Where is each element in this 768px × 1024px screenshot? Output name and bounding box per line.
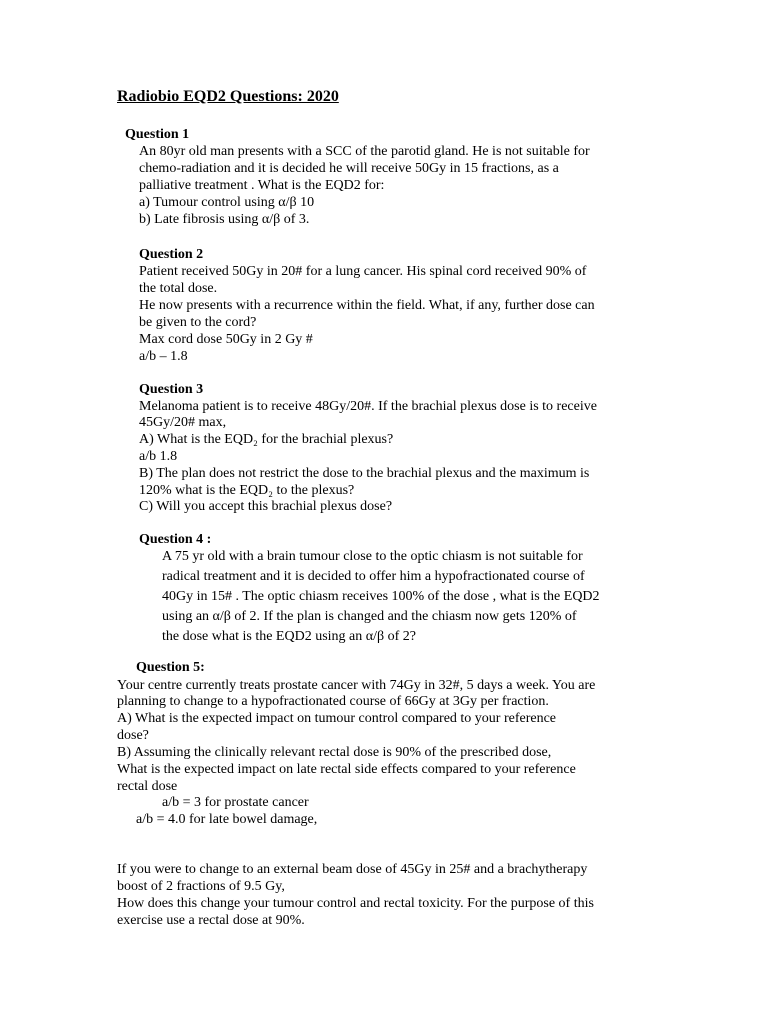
question-1-line: a) Tumour control using α/β 10	[139, 195, 315, 210]
question-4-line: radical treatment and it is decided to offer him a hypofractionated course of	[162, 569, 585, 584]
question-5-line: rectal dose	[117, 779, 178, 794]
question-3-line: A) What is the EQD₂ for the brachial plexus?	[139, 432, 394, 447]
question-3-line: B) The plan does not restrict the dose to the brachial plexus and the maximum is	[139, 466, 590, 481]
question-4-line: the dose what is the EQD2 using an α/β of 2?	[162, 629, 416, 644]
question-3-line: C) Will you accept this brachial plexus dose?	[139, 499, 393, 514]
question-3-line: 120% what is the EQD₂ to the plexus?	[139, 483, 355, 498]
question-4-line: using an α/β of 2. If the plan is changed and the chiasm now gets 120% of	[162, 609, 577, 624]
question-4-line: 40Gy in 15# . The optic chiasm receives 100% of the dose , what is the EQD2	[162, 589, 600, 604]
question-5-line: B) Assuming the clinically relevant rectal dose is 90% of the prescribed dose,	[117, 745, 552, 760]
question-5-line: a/b = 3 for prostate cancer	[162, 795, 309, 810]
question-5-extra-line: exercise use a rectal dose at 90%.	[117, 913, 305, 928]
question-2-line: He now presents with a recurrence within the field. What, if any, further dose can	[139, 298, 595, 313]
question-3-line: a/b 1.8	[139, 449, 178, 464]
question-2-line: Max cord dose 50Gy in 2 Gy #	[139, 332, 313, 347]
question-5-line: planning to change to a hypofractionated course of 66Gy at 3Gy per fraction.	[117, 694, 549, 709]
question-2-line: a/b – 1.8	[139, 349, 188, 364]
question-3-line: 45Gy/20# max,	[139, 415, 227, 430]
question-3-line: Melanoma patient is to receive 48Gy/20#. If the brachial plexus dose is to receive	[139, 399, 597, 414]
page-title: Radiobio EQD2 Questions: 2020	[117, 88, 339, 105]
question-4-line: A 75 yr old with a brain tumour close to the optic chiasm is not suitable for	[162, 549, 583, 564]
question-5-line: A) What is the expected impact on tumour control compared to your reference	[117, 711, 557, 726]
question-5-extra-line: boost of 2 fractions of 9.5 Gy,	[117, 879, 285, 894]
question-3-heading: Question 3	[139, 382, 204, 397]
question-5-heading: Question 5:	[136, 660, 205, 675]
question-1-line: An 80yr old man presents with a SCC of the parotid gland. He is not suitable for	[139, 144, 590, 159]
question-5-line: What is the expected impact on late rectal side effects compared to your reference	[117, 762, 576, 777]
question-2-line: be given to the cord?	[139, 315, 257, 330]
question-2-heading: Question 2	[139, 247, 204, 262]
question-2-line: the total dose.	[139, 281, 218, 296]
question-5-extra-line: If you were to change to an external beam dose of 45Gy in 25# and a brachytherapy	[117, 862, 588, 877]
question-5-line: a/b = 4.0 for late bowel damage,	[136, 812, 318, 827]
question-5-line: dose?	[117, 728, 149, 743]
question-1-line: palliative treatment . What is the EQD2 for:	[139, 178, 385, 193]
question-1-line: b) Late fibrosis using α/β of 3.	[139, 212, 310, 227]
question-1-heading: Question 1	[125, 127, 190, 142]
question-4-heading: Question 4 :	[139, 532, 212, 547]
question-2-line: Patient received 50Gy in 20# for a lung cancer. His spinal cord received 90% of	[139, 264, 587, 279]
question-5-extra-line: How does this change your tumour control and rectal toxicity. For the purpose of this	[117, 896, 594, 911]
question-1-line: chemo-radiation and it is decided he will receive 50Gy in 15 fractions, as a	[139, 161, 559, 176]
question-5-line: Your centre currently treats prostate cancer with 74Gy in 32#, 5 days a week. You are	[117, 678, 596, 693]
